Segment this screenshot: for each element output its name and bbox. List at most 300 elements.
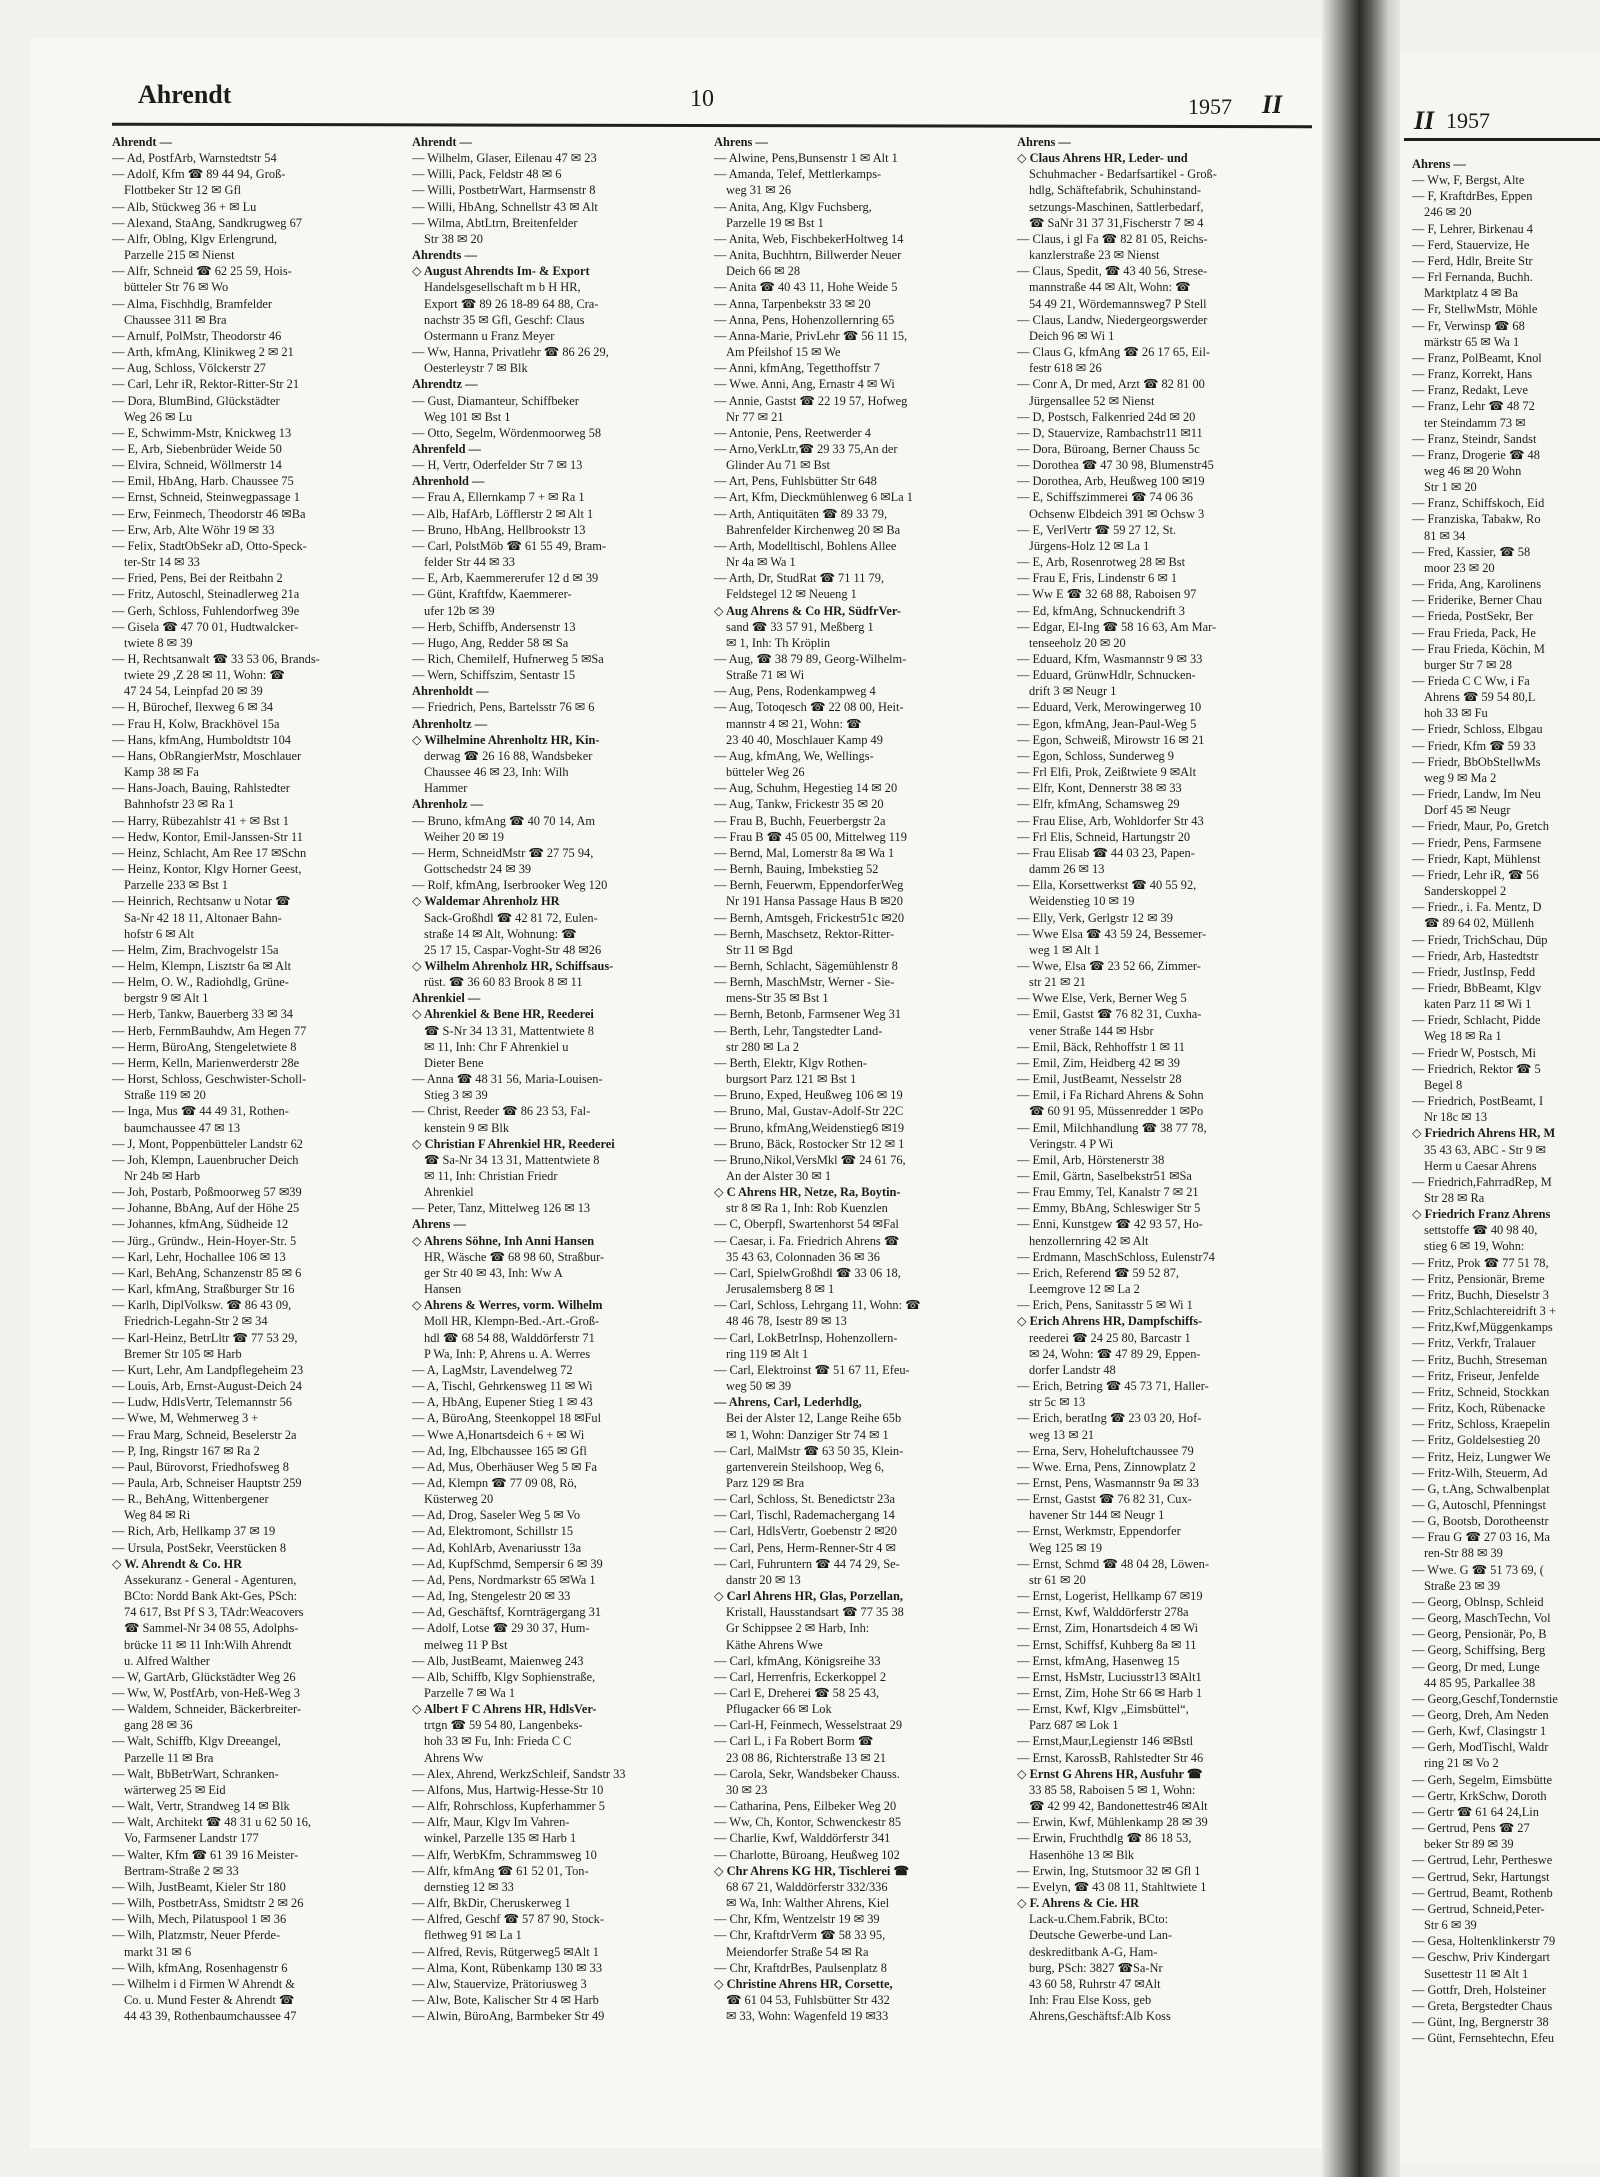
directory-entry-line: — A, HbAng, Eupener Stieg 1 ✉ 43 (412, 1395, 593, 1410)
directory-entry-line: — Frau A, Ellernkamp 7 + ✉ Ra 1 (412, 490, 585, 505)
directory-entry-line: — Wern, Schiffszim, Sentastr 15 (412, 668, 576, 683)
directory-entry-line: ger Str 40 ✉ 43, Inh: Ww A (424, 1265, 563, 1280)
directory-entry-line: 44 43 39, Rothenbaumchaussee 47 (124, 2009, 297, 2024)
directory-entry-line: — Conr A, Dr med, Arzt ☎ 82 81 00 (1017, 377, 1205, 392)
directory-entry-line: drift 3 ✉ Neugr 1 (1029, 684, 1117, 699)
directory-entry-line: An der Alster 30 ✉ 1 (726, 1169, 832, 1183)
directory-entry-line: Glinder Au 71 ✉ Bst (726, 458, 831, 473)
directory-entry-line: — Ad, PostfArb, Warnstedtstr 54 (112, 151, 277, 166)
directory-entry-line: — Bernh, Amtsgeh, Frickestr51c ✉20 (714, 910, 905, 925)
directory-entry-line: — Alfr, Rohrschloss, Kupferhammer 5 (412, 1799, 605, 1814)
directory-column-2 (412, 134, 706, 2024)
directory-entry-line: vener Straße 144 ✉ Hsbr (1029, 1023, 1154, 1038)
directory-column-4 (1017, 134, 1312, 2024)
directory-entry-line: ◇ Waldemar Ahrenholz HR (412, 894, 560, 909)
directory-entry-line: Weg 26 ✉ Lu (124, 409, 193, 424)
directory-entry-line: 246 ✉ 20 (1424, 205, 1472, 220)
directory-entry-line: — Wwe. G ☎ 51 73 69, ( (1412, 1562, 1544, 1577)
directory-entry-line: — Claus, Spedit, ☎ 43 40 56, Strese- (1017, 264, 1208, 279)
directory-entry-line: weg 31 ✉ 26 (726, 183, 792, 198)
directory-entry-line: — Herm, Kelln, Marienwerderstr 28e (112, 1055, 300, 1070)
directory-entry-line: — Erwin, Ing, Stutsmoor 32 ✉ Gfl 1 (1017, 1863, 1201, 1878)
directory-entry-line: — E, Arb, Kaemmererufer 12 d ✉ 39 (412, 571, 599, 586)
directory-entry-line: bergstr 9 ✉ Alt 1 (124, 991, 209, 1006)
directory-entry-line: ☎ 89 64 02, Müllenh (1424, 916, 1535, 931)
directory-entry-line: — Ad, Drog, Saseler Weg 5 ✉ Vo (412, 1508, 581, 1523)
directory-entry-line: — Ludw, HdlsVertr, Telemannstr 56 (112, 1395, 292, 1410)
directory-entry-line: weg 9 ✉ Ma 2 (1424, 770, 1497, 785)
directory-entry-line: ☎ S-Nr 34 13 31, Mattentwiete 8 (424, 1023, 594, 1038)
directory-entry-line: — Ernst, Kwf, Klgv „Eimsbüttel“, (1017, 1702, 1189, 1717)
directory-entry-line: — Bernh, Betonb, Farmsener Weg 31 (714, 1007, 902, 1022)
directory-entry-line: 81 ✉ 34 (1424, 528, 1466, 543)
directory-entry-line: — Alfr, WerbKfm, Schrammsweg 10 (412, 1847, 597, 1862)
directory-entry-line: — Ernst, Zim, Honartsdeich 4 ✉ Wi (1017, 1621, 1199, 1636)
directory-entry-line: Ahrens Ww (424, 1750, 484, 1765)
directory-entry-line: u. Alfred Walther (124, 1653, 210, 1668)
directory-entry-line: — Friedrich, Rektor ☎ 5 (1412, 1061, 1541, 1076)
directory-entry-line: — Wilh, Mech, Pilatuspool 1 ✉ 36 (112, 1912, 287, 1927)
directory-entry-line: — Bernh, Feuerwm, EppendorferWeg (714, 878, 904, 893)
directory-entry-line: — Herb, Tankw, Bauerberg 33 ✉ 34 (112, 1007, 293, 1022)
directory-entry-line: — A, LagMstr, Lavendelweg 72 (412, 1362, 573, 1377)
directory-entry-line: — Aug, Schloss, Völckerstr 27 (112, 361, 266, 376)
directory-entry-line: — Dorothea, Arb, Heußweg 100 ✉19 (1017, 474, 1205, 489)
directory-entry-line: — Ursula, PostSekr, Veerstücken 8 (112, 1540, 287, 1555)
directory-entry-line: — Frida, Ang, Karolinens (1412, 577, 1542, 592)
directory-entry-line: ✉ Wa, Inh: Walther Ahrens, Kiel (726, 1896, 890, 1911)
directory-entry-line: str 8 ✉ Ra 1, Inh: Rob Kuenzlen (726, 1201, 888, 1216)
directory-entry-line: 23 08 86, Richterstraße 13 ✉ 21 (726, 1750, 887, 1765)
directory-entry-line: — Arth, Modelltischl, Bohlens Allee (714, 538, 897, 553)
directory-entry-line: — Bruno, Exped, Heußweg 106 ✉ 19 (714, 1088, 903, 1103)
directory-entry-line: — Wwe, M, Wehmerweg 3 + (112, 1411, 259, 1426)
directory-entry-line: — Gertr, KrkSchw, Doroth (1412, 1788, 1547, 1803)
directory-entry-line: Ahrenholtz — (412, 716, 488, 731)
directory-entry-line: — Aug, Schuhm, Hegestieg 14 ✉ 20 (714, 781, 898, 796)
directory-entry-line: — Franz, Drogerie ☎ 48 (1412, 447, 1540, 462)
directory-entry-line: — Fr, StellwMstr, Möhle (1412, 302, 1538, 317)
directory-entry-line: moor 23 ✉ 20 (1424, 560, 1495, 575)
directory-entry-line: — Charlie, Kwf, Walddörferstr 341 (714, 1831, 891, 1846)
directory-entry-line: — Fritz, Heiz, Lungwer We (1412, 1449, 1551, 1464)
directory-entry-line: märkstr 65 ✉ Wa 1 (1424, 334, 1520, 349)
directory-entry-line: — Dorothea ☎ 47 30 98, Blumenstr45 (1017, 458, 1214, 473)
directory-entry-line: — Wwe A,Honartsdeich 6 + ✉ Wi (412, 1427, 585, 1442)
directory-entry-line: Friedrich-Legahn-Str 2 ✉ 34 (124, 1314, 268, 1329)
directory-entry-line: — Erna, Serv, Hoheluftchaussee 79 (1017, 1443, 1194, 1458)
directory-entry-line: — Friedr, BbBeamt, Klgv (1412, 980, 1542, 995)
directory-entry-line: — C, Oberpfl, Swartenhorst 54 ✉Fal (714, 1217, 899, 1232)
directory-entry-line: ring 21 ✉ Vo 2 (1424, 1756, 1499, 1771)
directory-entry-line: — Bruno, Mal, Gustav-Adolf-Str 22C (714, 1104, 904, 1119)
directory-entry-line: — Gertr ☎ 61 64 24,Lin (1412, 1804, 1539, 1819)
directory-entry-line: — Edgar, El-Ing ☎ 58 16 63, Am Mar- (1017, 619, 1217, 634)
directory-entry-line: — Georg, Oblnsp, Schleid (1412, 1594, 1544, 1609)
directory-entry-line: — Fritz-Wilh, Steuerm, Ad (1412, 1465, 1548, 1480)
directory-entry-line: str 21 ✉ 21 (1029, 975, 1086, 990)
directory-entry-line: — Walt, Architekt ☎ 48 31 u 62 50 16, (112, 1815, 312, 1830)
directory-entry-line: Ahrens — (1412, 157, 1466, 171)
directory-entry-line: dernstieg 12 ✉ 33 (424, 1879, 514, 1894)
directory-entry-line: — Hedw, Kontor, Emil-Janssen-Str 11 (112, 829, 303, 844)
directory-entry-line: ◇ Christine Ahrens HR, Corsette, (714, 1976, 893, 1991)
directory-entry-line: str 61 ✉ 20 (1029, 1572, 1086, 1587)
directory-entry-line: — Fred, Kassier, ☎ 58 (1412, 544, 1531, 559)
directory-entry-line: — Ernst, Pens, Wasmannstr 9a ✉ 33 (1017, 1475, 1199, 1490)
directory-entry-line: — Ella, Korsettwerkst ☎ 40 55 92, (1017, 878, 1197, 893)
directory-entry-line: — Carl, Lehr iR, Rektor-Ritter-Str 21 (112, 377, 300, 392)
directory-entry-line: — Art, Pens, Fuhlsbütter Str 648 (714, 474, 877, 489)
directory-entry-line: — Aug, Totoqesch ☎ 22 08 00, Heit- (714, 700, 904, 715)
directory-entry-line: — Anita ☎ 40 43 11, Hohe Weide 5 (714, 280, 898, 295)
directory-entry-line: — Art, Kfm, Dieckmühlenweg 6 ✉La 1 (714, 490, 913, 505)
directory-entry-line: weg 13 ✉ 21 (1029, 1427, 1095, 1442)
directory-entry-line: — Gesa, Holtenklinkerstr 79 (1412, 1934, 1556, 1949)
directory-entry-line: — Ernst,Maur,Legienstr 146 ✉Bstl (1017, 1734, 1194, 1749)
directory-entry-line: — G, Bootsb, Dorotheenstr (1412, 1514, 1549, 1529)
directory-entry-line: — Fritz, Goldelsestieg 20 (1412, 1433, 1541, 1448)
directory-entry-line: Hammer (424, 781, 468, 796)
directory-entry-line: 23 40 40, Moschlauer Kamp 49 (726, 732, 883, 747)
directory-entry-line: — Chr, KraftdrBes, Paulsenplatz 8 (714, 1960, 887, 1975)
directory-entry-line: Meiendorfer Straße 54 ✉ Ra (726, 1944, 869, 1959)
directory-entry-line: Am Pfeilshof 15 ✉ We (726, 345, 841, 360)
directory-entry-line: — E, Schiffszimmerei ☎ 74 06 36 (1017, 490, 1193, 505)
directory-entry-line: — Claus, i gl Fa ☎ 82 81 05, Reichs- (1017, 231, 1208, 246)
directory-entry-line: Feldstegel 12 ✉ Neueng 1 (726, 587, 857, 602)
directory-entry-line: Parz 129 ✉ Bra (726, 1475, 805, 1490)
directory-entry-line: — Frau Elise, Arb, Wohldorfer Str 43 (1017, 813, 1204, 828)
directory-entry-line: Stieg 3 ✉ 39 (424, 1088, 488, 1103)
directory-entry-line: — Berth, Lehr, Tangstedter Land- (714, 1023, 883, 1038)
directory-entry-line: — Ad, KohlArb, Avenariusstr 13a (412, 1540, 582, 1555)
directory-entry-line: — Fritz, Buchh, Streseman (1412, 1352, 1548, 1367)
directory-entry-line: — Carl-H, Feinmech, Wesselstraat 29 (714, 1718, 903, 1733)
directory-entry-line: — H, Bürochef, Ilexweg 6 ✉ 34 (112, 700, 274, 715)
directory-entry-line: ufer 12b ✉ 39 (424, 603, 495, 618)
directory-entry-line: — Christ, Reeder ☎ 86 23 53, Fal- (412, 1104, 591, 1119)
directory-entry-line: burger Str 7 ✉ 28 (1424, 657, 1512, 672)
right-page-column (1412, 156, 1600, 2046)
directory-entry-line: — Alfr, Oblng, Klgv Erlengrund, (112, 231, 278, 246)
directory-entry-line: — Otto, Segelm, Wördenmoorweg 58 (412, 425, 602, 440)
running-head-name: Ahrendt (138, 80, 232, 109)
directory-entry-line: Parz 687 ✉ Lok 1 (1029, 1718, 1119, 1733)
directory-entry-line: kanzlerstraße 23 ✉ Nienst (1029, 248, 1160, 263)
directory-column-1 (112, 134, 404, 2024)
directory-entry-line: — Frau G ☎ 27 03 16, Ma (1412, 1530, 1550, 1545)
directory-entry-line: — Friedrich,FahrradRep, M (1412, 1174, 1552, 1189)
directory-entry-line: — Rich, Arb, Hellkamp 37 ✉ 19 (112, 1524, 276, 1539)
directory-entry-line: — Frieda C C Ww, i Fa (1412, 674, 1530, 688)
directory-entry-line: — Carola, Sekr, Wandsbeker Chauss. (714, 1766, 900, 1781)
directory-entry-line: — Alb, Schiffb, Klgv Sophienstraße, (412, 1669, 596, 1684)
directory-entry-line: — Ernst, Logerist, Hellkamp 67 ✉19 (1017, 1589, 1203, 1604)
directory-entry-line: — J, Mont, Poppenbütteler Landstr 62 (112, 1136, 304, 1151)
directory-entry-line: — Gisela ☎ 47 70 01, Hudtwalcker- (112, 619, 299, 634)
directory-entry-line: ☎ 60 91 95, Müssenredder 1 ✉Po (1029, 1104, 1204, 1119)
directory-entry-line: — Emil, Bäck, Rehhoffstr 1 ✉ 11 (1017, 1039, 1185, 1054)
directory-entry-line: Lack-u.Chem.Fabrik, BCto: (1029, 1912, 1169, 1927)
directory-entry-line: 30 ✉ 23 (726, 1782, 768, 1797)
directory-entry-line: — Ad, Elektromont, Schillstr 15 (412, 1524, 574, 1539)
directory-entry-line: — Hans-Joach, Bauing, Rahlstedter (112, 781, 290, 796)
directory-entry-line: — Alfr, Maur, Klgv Im Vahren- (412, 1815, 570, 1830)
directory-entry-line: — Carl, SpielwGroßhdl ☎ 33 06 18, (714, 1265, 901, 1280)
directory-entry-line: wärterweg 25 ✉ Eid (124, 1782, 226, 1797)
directory-entry-line: 35 43 63, Colonnaden 36 ✉ 36 (726, 1249, 880, 1264)
directory-entry-line: — Peter, Tanz, Mittelweg 126 ✉ 13 (412, 1201, 591, 1216)
right-page-header-rule (1404, 138, 1600, 141)
directory-entry-line: — Georg, MaschTechn, Vol (1412, 1611, 1551, 1626)
directory-entry-line: Nr 77 ✉ 21 (726, 409, 784, 424)
directory-entry-line: — Frau Marg, Schneid, Beselerstr 2a (112, 1427, 297, 1442)
directory-entry-line: — Bernh, Maschsetz, Rektor-Ritter- (714, 926, 895, 941)
directory-entry-line: hdlg, Schäftefabrik, Schuhinstand- (1029, 183, 1202, 198)
directory-entry-line: — Johannes, kfmAng, Südheide 12 (112, 1217, 289, 1232)
directory-entry-line: — Aug, ☎ 38 79 89, Georg-Wilhelm- (714, 652, 907, 666)
directory-entry-line: — Friderike, Berner Chau (1412, 593, 1543, 608)
directory-entry-line: hoh 33 ✉ Fu, Inh: Frieda C C (424, 1734, 572, 1749)
directory-entry-line: Str 11 ✉ Bgd (726, 942, 793, 957)
directory-entry-line: — Ww, Hanna, Privatlehr ☎ 86 26 29, (412, 345, 609, 360)
directory-entry-line: ◇ Ernst G Ahrens HR, Ausfuhr ☎ (1017, 1766, 1203, 1781)
directory-entry-line: trtgn ☎ 59 54 80, Langenbeks- (424, 1718, 583, 1733)
directory-entry-line: — Ed, kfmAng, Schnuckendrift 3 (1017, 603, 1185, 618)
directory-entry-line: — Friedr, Landw, Im Neu (1412, 787, 1541, 802)
directory-entry-line: Chaussee 46 ✉ 23, Inh: Wilh (424, 765, 569, 780)
directory-entry-line: — Alw, Bote, Kalischer Str 4 ✉ Harb (412, 1992, 599, 2007)
directory-entry-line: — Gerh, Kwf, Clasingstr 1 (1412, 1724, 1547, 1739)
directory-entry-line: — Alfr, BkDir, Cheruskerweg 1 (412, 1896, 571, 1911)
directory-entry-line: — Erich, Referend ☎ 59 52 87, (1017, 1265, 1180, 1280)
directory-entry-line: — Herm, BüroAng, Stengeletwiete 8 (112, 1039, 297, 1054)
directory-entry-line: Inh: Frau Else Koss, geb (1029, 1992, 1152, 2007)
directory-entry-line: — Elfr, kfmAng, Schamsweg 29 (1017, 797, 1180, 812)
directory-entry-line: — Carl, Herrenfris, Eckerkoppel 2 (714, 1669, 887, 1684)
directory-entry-line: ◇ C Ahrens HR, Netze, Ra, Boytin- (714, 1185, 901, 1200)
directory-entry-line: — Caesar, i. Fa. Friedrich Ahrens ☎ (714, 1233, 900, 1248)
directory-entry-line: — Günt, Kraftfdw, Kaemmerer- (412, 587, 572, 602)
directory-entry-line: ✉ 1, Inh: Th Kröplin (726, 635, 831, 650)
directory-entry-line: Flottbeker Str 12 ✉ Gfl (124, 183, 242, 198)
directory-entry-line: — Erw, Arb, Alte Wöhr 19 ✉ 33 (112, 522, 275, 537)
directory-entry-line: 44 85 95, Parkallee 38 (1424, 1675, 1536, 1690)
directory-entry-line: — Anna-Marie, PrivLehr ☎ 56 11 15, (714, 328, 908, 343)
directory-entry-line: Bahnhofstr 23 ✉ Ra 1 (124, 797, 235, 812)
directory-entry-line: — Hans, kfmAng, Humboldtstr 104 (112, 732, 291, 747)
directory-entry-line: ter Steindamm 73 ✉ (1424, 415, 1526, 430)
directory-entry-line: — Friedr, Schloss, Elbgau (1412, 722, 1543, 737)
directory-entry-line: — Fritz, Autoschl, Steinadlerweg 21a (112, 587, 300, 602)
directory-entry-line: Parzelle 233 ✉ Bst 1 (124, 878, 228, 893)
directory-entry-line: — Gertrud, Lehr, Pertheswe (1412, 1853, 1553, 1868)
directory-entry-line: — Alfr, Schneid ☎ 62 25 59, Hois- (112, 264, 292, 279)
directory-entry-line: — Frau E, Fris, Lindenstr 6 ✉ 1 (1017, 571, 1178, 586)
directory-entry-line: — Fritz, Friseur, Jenfelde (1412, 1368, 1540, 1383)
directory-entry-line: derwag ☎ 26 16 88, Wandsbeker (424, 748, 593, 763)
directory-entry-line: dorfer Landstr 48 (1029, 1362, 1116, 1377)
directory-entry-line: — Paul, Bürovorst, Friedhofsweg 8 (112, 1459, 289, 1474)
directory-entry-line: — Wwe Else, Verk, Berner Weg 5 (1017, 991, 1187, 1006)
directory-entry-line: — Elly, Verk, Gerlgstr 12 ✉ 39 (1017, 910, 1173, 925)
directory-entry-line: — Alwine, Pens,Bunsenstr 1 ✉ Alt 1 (714, 151, 898, 166)
directory-entry-line: — Eduard, Kfm, Wasmannstr 9 ✉ 33 (1017, 652, 1203, 666)
directory-entry-line: Sack-Großhdl ☎ 42 81 72, Eulen- (424, 910, 598, 925)
directory-entry-line: — Gertrud, Sekr, Hartungst (1412, 1869, 1550, 1884)
directory-entry-line: — Carl, Pens, Herm-Renner-Str 4 ✉ (714, 1540, 896, 1555)
directory-entry-line: Ahrenholdt — (412, 684, 489, 699)
directory-entry-line: BCto: Nordd Bank Akt-Ges, PSch: (124, 1589, 298, 1604)
directory-entry-line: — Kurt, Lehr, Am Landpflegeheim 23 (112, 1362, 304, 1377)
directory-entry-line: — Erwin, Fruchthdlg ☎ 86 18 53, (1017, 1831, 1192, 1846)
directory-entry-line: Deutsche Gewerbe-und Lan- (1029, 1928, 1173, 1943)
directory-entry-line: — Emil, HbAng, Harb. Chaussee 75 (112, 474, 294, 489)
directory-entry-line: — Herb, FernmBauhdw, Am Hegen 77 (112, 1023, 307, 1038)
directory-entry-line: settstoffe ☎ 40 98 40, (1424, 1223, 1538, 1238)
directory-entry-line: 47 24 54, Leinpfad 20 ✉ 39 (124, 684, 263, 699)
directory-entry-line: — E, Arb, Siebenbrüder Weide 50 (112, 441, 282, 456)
directory-entry-line: — Franz, Lehr ☎ 48 72 (1412, 399, 1535, 414)
directory-entry-line: Bahrenfelder Kirchenweg 20 ✉ Ba (726, 522, 901, 537)
directory-entry-line: stieg 6 ✉ 19, Wohn: (1424, 1239, 1525, 1254)
directory-entry-line: — Friedr, Pens, Farmsene (1412, 835, 1542, 850)
directory-entry-line: Parzelle 7 ✉ Wa 1 (424, 1686, 516, 1700)
directory-entry-line: — Heinz, Schlacht, Am Ree 17 ✉Schn (112, 845, 307, 860)
directory-entry-line: — Günt, Ing, Bergnerstr 38 (1412, 2014, 1549, 2029)
directory-entry-line: — Anita, Web, FischbekerHoltweg 14 (714, 231, 904, 246)
directory-entry-line: — Karl, Lehr, Hochallee 106 ✉ 13 (112, 1249, 286, 1264)
directory-entry-line: — Anni, kfmAng, Tegetthoffstr 7 (714, 361, 880, 376)
directory-entry-line: Küsterweg 20 (424, 1492, 494, 1507)
directory-entry-line: Deich 66 ✉ 28 (726, 264, 801, 279)
directory-entry-line: — Amanda, Telef, Mettlerkamps- (714, 167, 882, 182)
directory-entry-line: — Fritz, Schloss, Kraepelin (1412, 1417, 1550, 1432)
directory-entry-line: — Franziska, Tabakw, Ro (1412, 512, 1541, 527)
directory-entry-line: — Karl, BehAng, Schanzenstr 85 ✉ 6 (112, 1265, 302, 1280)
directory-entry-line: — Gerh, Schloss, Fuhlendorfweg 39e (112, 603, 300, 618)
directory-column-3 (714, 134, 1011, 2024)
directory-entry-line: — Frau H, Kolw, Brackhövel 15a (112, 716, 280, 731)
directory-entry-line: kenstein 9 ✉ Blk (424, 1120, 510, 1135)
directory-entry-line: — Alwin, BüroAng, Barmbeker Str 49 (412, 2009, 605, 2024)
directory-entry-line: Weg 125 ✉ 19 (1029, 1540, 1103, 1555)
directory-entry-line: — Joh, Postarb, Poßmoorweg 57 ✉39 (112, 1185, 302, 1200)
directory-entry-line: — Frau Emmy, Tel, Kanalstr 7 ✉ 21 (1017, 1185, 1199, 1200)
directory-entry-line: — D, Stauervize, Rambachstr11 ✉11 (1017, 425, 1203, 440)
directory-entry-line: — Fritz, Koch, Rübenacke (1412, 1401, 1546, 1416)
directory-entry-line: — Elfr, Kont, Dennerstr 38 ✉ 33 (1017, 781, 1182, 796)
directory-entry-line: Nr 191 Hansa Passage Haus B ✉20 (726, 894, 903, 909)
directory-entry-line: — Ad, Pens, Nordmarkstr 65 ✉Wa 1 (412, 1572, 596, 1587)
directory-entry-line: — Arth, kfmAng, Klinikweg 2 ✉ 21 (112, 345, 294, 360)
directory-entry-line: — Friedr, Arb, Hastedtstr (1412, 948, 1539, 963)
directory-entry-line: ter-Str 14 ✉ 33 (124, 555, 200, 570)
directory-entry-line: — Eduard, GrünwHdlr, Schnucken- (1017, 668, 1196, 683)
directory-entry-line: — Erich, beratIng ☎ 23 03 20, Hof- (1017, 1411, 1202, 1426)
directory-entry-line: — Catharina, Pens, Eilbeker Weg 20 (714, 1799, 897, 1814)
directory-entry-line: — R., BehAng, Wittenbergener (112, 1492, 269, 1507)
directory-entry-line: havener Str 144 ✉ Neugr 1 (1029, 1508, 1165, 1523)
directory-entry-line: — Bernd, Mal, Lomerstr 8a ✉ Wa 1 (714, 845, 895, 860)
directory-entry-line: — Charlotte, Büroang, Heußweg 102 (714, 1847, 900, 1862)
directory-entry-line: — Ww, Ch, Kontor, Schwenckestr 85 (714, 1815, 902, 1830)
directory-entry-line: — W, GartArb, Glückstädter Weg 26 (112, 1669, 296, 1684)
directory-entry-line: bütteler Str 76 ✉ Wo (124, 280, 229, 295)
directory-entry-line: — Fritz, Verkfr, Tralauer (1412, 1336, 1536, 1351)
directory-entry-line: — Hugo, Ang, Redder 58 ✉ Sa (412, 635, 569, 650)
directory-entry-line: weg 1 ✉ Alt 1 (1029, 942, 1100, 957)
directory-entry-line: — A, Tischl, Gehrkensweg 11 ✉ Wi (412, 1379, 593, 1394)
directory-entry-line: Dorf 45 ✉ Neugr (1424, 803, 1511, 818)
directory-entry-line: — Georg, Pensionär, Po, B (1412, 1627, 1547, 1642)
directory-entry-line: 54 49 21, Wördemannsweg7 P Stell (1029, 296, 1207, 311)
directory-entry-line: — Friedr W, Postsch, Mi (1412, 1045, 1536, 1060)
directory-entry-line: ◇ Claus Ahrens HR, Leder- und (1017, 151, 1188, 166)
directory-entry-line: — Chr, KraftdrVerm ☎ 58 33 95, (714, 1928, 886, 1943)
directory-entry-line: — Fritz, Pensionär, Breme (1412, 1271, 1545, 1286)
directory-entry-line: Ahrens — (412, 1217, 466, 1232)
directory-entry-line: 74 617, Bst Pf S 3, TAdr:Weacovers (124, 1605, 304, 1620)
directory-entry-line: — Carl, LokBetrInsp, Hohenzollern- (714, 1330, 898, 1345)
directory-entry-line: — Ad, KupfSchmd, Sempersir 6 ✉ 39 (412, 1556, 603, 1571)
directory-entry-line: — Friedr, Schlacht, Pidde (1412, 1013, 1541, 1028)
directory-entry-line: — Gertrud, Beamt, Rothenb (1412, 1885, 1553, 1900)
directory-entry-line: — Carl, Elektroinst ☎ 51 67 11, Efeu- (714, 1362, 910, 1377)
directory-entry-line: — Friedr, Kapt, Mühlenst (1412, 851, 1541, 866)
directory-entry-line: — Helm, O. W., Radiohdlg, Grüne- (112, 975, 289, 990)
directory-entry-line: 48 46 78, Isestr 89 ✉ 13 (726, 1314, 847, 1329)
directory-entry-line: — Enni, Kunstgew ☎ 42 93 57, Ho- (1017, 1217, 1203, 1232)
directory-entry-line: — Ernst, kfmAng, Hasenweg 15 (1017, 1653, 1180, 1668)
directory-entry-line: — Herm, SchneidMstr ☎ 27 75 94, (412, 845, 594, 860)
directory-entry-line: — Alfred, Revis, Rütgerweg5 ✉Alt 1 (412, 1944, 599, 1959)
directory-entry-line: Nr 18c ✉ 13 (1424, 1110, 1488, 1125)
directory-entry-line: — Friedr, Maur, Po, Gretch (1412, 819, 1549, 834)
directory-entry-line: — Anita, Ang, Klgv Fuchsberg, (714, 199, 872, 214)
directory-entry-line: — Ernst, KarossB, Rahlstedter Str 46 (1017, 1750, 1204, 1765)
directory-entry-line: danstr 20 ✉ 13 (726, 1572, 801, 1587)
directory-entry-line: — Adolf, Kfm ☎ 89 44 94, Groß- (112, 167, 286, 182)
directory-entry-line: ◇ Erich Ahrens HR, Dampfschiffs- (1017, 1314, 1203, 1329)
directory-entry-line: ☎ SaNr 31 37 31,Fischerstr 7 ✉ 4 (1029, 215, 1204, 230)
directory-entry-line: — Claus G, kfmAng ☎ 26 17 65, Eil- (1017, 345, 1211, 360)
directory-entry-line: — Ww, W, PostfArb, von-Heß-Weg 3 (112, 1686, 300, 1700)
directory-entry-line: — F, KraftdrBes, Eppen (1412, 189, 1533, 204)
directory-entry-line: Pflugacker 66 ✉ Lok (726, 1702, 832, 1717)
directory-entry-line: — Herb, Schiffb, Andersenstr 13 (412, 619, 576, 634)
running-head-volume: II (1262, 90, 1283, 119)
directory-entry-line: — Wilhelm, Glaser, Eilenau 47 ✉ 23 (412, 151, 597, 166)
running-head-year: 1957 (1188, 94, 1232, 119)
directory-entry-line: — Bruno, kfmAng,Weidenstieg6 ✉19 (714, 1120, 905, 1135)
directory-entry-line: — Adolf, Lotse ☎ 29 30 37, Hum- (412, 1621, 590, 1636)
directory-entry-line: — Egon, Schweiß, Mirowstr 16 ✉ 21 (1017, 732, 1205, 747)
directory-entry-line: — Helm, Zim, Brachvogelstr 15a (112, 942, 279, 957)
directory-entry-line: Bertram-Straße 2 ✉ 33 (124, 1863, 239, 1878)
directory-entry-line: setzungs-Maschinen, Sattlerbedarf, (1029, 199, 1204, 214)
directory-entry-line: — Carl, Fuhruntern ☎ 44 74 29, Se- (714, 1556, 900, 1571)
directory-entry-line: deskreditbank A-G, Ham- (1029, 1944, 1158, 1959)
directory-entry-line: — Wilma, AbtLtrn, Breitenfelder (412, 215, 578, 230)
directory-entry-line: — Ernst, Zim, Hohe Str 66 ✉ Harb 1 (1017, 1686, 1203, 1700)
directory-entry-line: — Carl, MalMstr ☎ 63 50 35, Klein- (714, 1443, 904, 1458)
directory-entry-line: — Ad, Mus, Oberhäuser Weg 5 ✉ Fa (412, 1459, 598, 1474)
directory-entry-line: ☎ 42 99 42, Bandonettestr46 ✉Alt (1029, 1799, 1208, 1814)
directory-entry-line: Jerusalemsberg 8 ✉ 1 (726, 1282, 835, 1297)
directory-entry-line: Jürgensallee 52 ✉ Nienst (1029, 393, 1155, 408)
